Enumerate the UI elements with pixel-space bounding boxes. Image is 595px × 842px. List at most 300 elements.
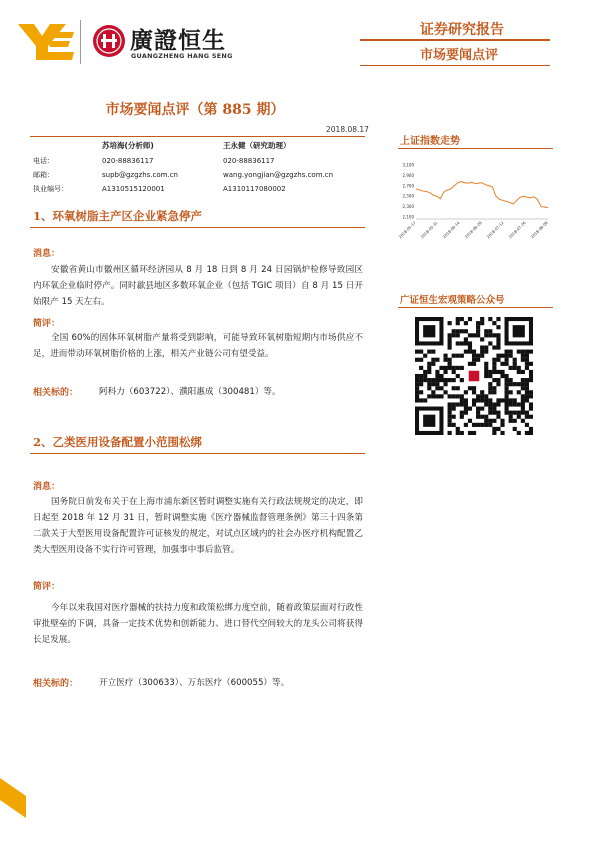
qr-center-logo [469,371,480,382]
section-2-news: 国务院日前发布关于在上海市浦东新区暂时调整实施有关行政法规规定的决定，即日起至 2018 年 12 月 31 日，暂时调整实施《医疗器械监督管理条例》第三十四条第二款关于大型医用设备配置许可证核发的规定，对试点区域内的社会办医疗机构配置乙类大型医用设备不实行许可管理，加强事中事后监管。 [33,497,363,555]
qr-module [509,402,513,406]
qr-module [513,382,517,386]
qr-module [496,402,500,406]
qr-module [468,362,472,366]
qr-module [480,390,484,394]
qr-module [496,427,500,431]
qr-module [484,402,488,406]
qr-module [460,329,464,333]
qr-module [513,411,517,415]
qr-module [509,350,513,354]
qr-module [480,354,484,358]
x-tick-label: 2018-06-28 [463,220,483,240]
qr-module [492,431,496,435]
qr-module [525,386,529,390]
qr-module [423,378,427,382]
qr-finder-inner [513,325,525,337]
qr-module [448,341,452,345]
company-seal-icon [92,24,126,58]
brand-name-cn: 廣證恒生 [130,27,226,54]
qr-module [525,398,529,402]
qr-module [435,382,439,386]
qr-module [472,386,476,390]
qr-module [513,366,517,370]
qr-module [488,382,492,386]
qr-module [448,362,452,366]
qr-module [525,423,529,427]
qr-module [529,362,533,366]
qr-module [509,366,513,370]
x-tick-label: 2018-05-17 [397,220,417,240]
qr-module [452,370,456,374]
qr-module [521,354,525,358]
qr-module [525,378,529,382]
qr-module [431,390,435,394]
report-type: 证券研究报告 [420,22,504,38]
qr-module [521,370,525,374]
qr-module [488,329,492,333]
qr-module [480,415,484,419]
qr-module [500,374,504,378]
qr-module [415,378,419,382]
contact-value[interactable]: wang.yongjian@gzgzhs.com.cn [223,171,334,179]
qr-module [484,374,488,378]
qr-module [468,386,472,390]
qr-module [480,407,484,411]
qr-module [505,382,509,386]
section-2-news-label: 消息： [33,482,61,492]
qr-module [456,317,460,321]
qr-module [476,411,480,415]
table-row [33,168,333,182]
qr-module [452,329,456,333]
section-1-related-label: 相关标的： [33,388,79,398]
qr-module [435,394,439,398]
qr-module [460,431,464,435]
qr-module [521,386,525,390]
section-2-rule [30,453,365,454]
qr-module [415,394,419,398]
qr-module [456,374,460,378]
qr-module [517,431,521,435]
qr-module [488,333,492,337]
qr-module [492,366,496,370]
qr-module [517,415,521,419]
qr-module [488,419,492,423]
qr-module [448,378,452,382]
qr-module [525,366,529,370]
qr-module [513,427,517,431]
qr-module [431,394,435,398]
qr-finder-inner [423,415,435,427]
qr-module [448,419,452,423]
qr-module [423,398,427,402]
title-rule [30,136,365,137]
qr-module [525,358,529,362]
qr-module [464,407,468,411]
qr-module [448,423,452,427]
qr-module [500,423,504,427]
qr-module [492,333,496,337]
qr-module [505,374,509,378]
qr-module [452,415,456,419]
qr-module [456,341,460,345]
qr-module [484,415,488,419]
qr-module [505,411,509,415]
qr-module [435,370,439,374]
qr-module [476,321,480,325]
qr-module [505,390,509,394]
y-tick-label: 2,500 [402,193,414,199]
qr-module [521,402,525,406]
qr-module [529,378,533,382]
qr-module [500,398,504,402]
qr-module [456,402,460,406]
qr-module [529,374,533,378]
qr-module [423,370,427,374]
qr-module [419,382,423,386]
qr-module [460,394,464,398]
qr-module [431,350,435,354]
qr-module [427,370,431,374]
qr-finder-inner [423,325,435,337]
qr-module [439,378,443,382]
qr-module [529,415,533,419]
analyst-name-2: 王永健（研究助理） [223,141,291,150]
qr-module [505,350,509,354]
qr-module [460,317,464,321]
qr-module [448,415,452,419]
qr-module [509,378,513,382]
qr-module [521,358,525,362]
qr-module [492,419,496,423]
qr-module [476,415,480,419]
qr-module [439,394,443,398]
qr-module [525,382,529,386]
qr-module [509,419,513,423]
qr-module [509,354,513,358]
qr-module [476,394,480,398]
qr-module [517,402,521,406]
qr-module [513,362,517,366]
qr-module [427,394,431,398]
qr-module [529,394,533,398]
qr-module [521,394,525,398]
qr-module [521,407,525,411]
qr-module [472,350,476,354]
qr-module [443,370,447,374]
qr-module [496,337,500,341]
qr-title: 广证恒生宏观策略公众号 [400,295,505,306]
qr-module [529,431,533,435]
qr-module [443,390,447,394]
qr-module [468,419,472,423]
qr-module [505,398,509,402]
qr-module [452,378,456,382]
section-1-related: 阿科力（603722）、濮阳惠成（300481）等。 [99,387,281,397]
qr-module [484,394,488,398]
qr-module [488,341,492,345]
qr-module [448,402,452,406]
qr-module [464,402,468,406]
section-1-news: 安徽省黄山市徽州区循环经济园从 8 月 18 日到 8 月 24 日园锅炉检修导致园区内环氧企业临时停产。同时歙县地区多数环氧企业（包括 TGIC 项目）自 8 月 15 日开始限产 15 天左右。 [33,265,363,307]
qr-module [488,390,492,394]
qr-module [496,411,500,415]
qr-module [456,321,460,325]
qr-module [464,411,468,415]
qr-module [492,402,496,406]
qr-module [505,362,509,366]
qr-code-icon[interactable] [415,317,533,435]
qr-module [505,354,509,358]
qr-module [529,407,533,411]
qr-module [488,374,492,378]
qr-module [472,390,476,394]
y-tick-label: 2,300 [402,204,414,210]
qr-module [468,345,472,349]
qr-module [492,386,496,390]
qr-module [492,390,496,394]
qr-module [448,333,452,337]
qr-module [456,333,460,337]
qr-module [517,370,521,374]
qr-module [480,350,484,354]
qr-module [443,354,447,358]
qr-module [472,398,476,402]
qr-module [427,382,431,386]
qr-module [500,431,504,435]
qr-module [468,350,472,354]
qr-module [464,341,468,345]
qr-module [456,354,460,358]
qr-module [525,362,529,366]
qr-module [484,345,488,349]
y-tick-label: 2,700 [402,183,414,189]
contact-value: A1310117080002 [223,185,286,193]
qr-module [460,415,464,419]
qr-module [448,411,452,415]
qr-module [500,362,504,366]
qr-module [468,317,472,321]
qr-module [505,358,509,362]
qr-module [443,366,447,370]
qr-module [419,390,423,394]
qr-module [505,407,509,411]
qr-module [496,354,500,358]
qr-module [488,402,492,406]
qr-module [448,407,452,411]
qr-module [525,431,529,435]
qr-module [472,402,476,406]
index-trend-chart [396,155,556,270]
qr-module [480,345,484,349]
qr-module [460,366,464,370]
qr-module [431,358,435,362]
qr-module [415,358,419,362]
qr-module [496,333,500,337]
qr-module [423,374,427,378]
qr-module [484,423,488,427]
qr-module [460,411,464,415]
qr-module [456,431,460,435]
qr-module [476,398,480,402]
qr-module [484,333,488,337]
qr-module [488,407,492,411]
qr-module [492,407,496,411]
qr-module [468,431,472,435]
series-line [416,182,548,208]
qr-module [443,382,447,386]
qr-module [448,337,452,341]
qr-module [476,358,480,362]
qr-module [472,362,476,366]
qr-module [525,411,529,415]
qr-module [488,423,492,427]
section-2-comment: 今年以来我国对医疗器械的扶持力度和政策松绑力度空前，随着政策层面对行政性审批壁垒的下调，具备一定技术优势和创新能力、进口替代空间较大的龙头公司将获得长足发展。 [33,603,363,645]
section-2-related: 开立医疗（300633）、万东医疗（600055）等。 [99,678,290,688]
qr-module [480,337,484,341]
qr-module [452,366,456,370]
qr-module [448,394,452,398]
contact-label: 执业编号： [33,185,68,193]
qr-module [488,398,492,402]
qr-module [468,333,472,337]
qr-module [521,378,525,382]
contact-value[interactable]: supb@gzgzhs.com.cn [102,171,178,179]
qr-module [452,386,456,390]
qr-module [464,390,468,394]
qr-module [427,386,431,390]
header-rule-top [360,39,550,41]
qr-module [415,390,419,394]
qr-module [509,390,513,394]
qr-module [509,415,513,419]
qr-module [484,362,488,366]
qr-module [513,398,517,402]
qr-module [496,370,500,374]
qr-module [419,350,423,354]
y-tick-label: 2,100 [402,214,414,220]
qr-module [529,350,533,354]
company-logo-mark [18,24,74,60]
qr-module [521,350,525,354]
qr-module [435,358,439,362]
qr-module [529,370,533,374]
qr-module [419,398,423,402]
qr-module [480,317,484,321]
chart-title: 上证指数走势 [400,136,460,147]
qr-module [492,345,496,349]
qr-module [480,321,484,325]
corner-decoration-icon [0,778,26,818]
y-tick-label: 2,900 [402,172,414,178]
qr-module [521,411,525,415]
qr-module [484,350,488,354]
qr-module [496,341,500,345]
qr-module [476,354,480,358]
qr-module [452,394,456,398]
qr-module [460,341,464,345]
qr-module [415,374,419,378]
qr-module [517,382,521,386]
qr-module [509,411,513,415]
qr-module [509,382,513,386]
qr-module [452,407,456,411]
qr-module [423,354,427,358]
x-tick-label: 2018-06-14 [441,220,461,240]
qr-module [476,407,480,411]
qr-module [496,398,500,402]
table-row [33,154,333,168]
report-date: 2018.08.17 [326,125,369,134]
qr-module [464,337,468,341]
qr-module [419,378,423,382]
qr-module [505,386,509,390]
qr-module [448,345,452,349]
qr-module [492,370,496,374]
section-1-rule [30,227,365,228]
qr-module [464,398,468,402]
qr-module [415,398,419,402]
qr-module [464,321,468,325]
qr-module [443,358,447,362]
qr-module [496,378,500,382]
qr-module [496,415,500,419]
qr-module [480,394,484,398]
qr-module [513,402,517,406]
qr-module [525,415,529,419]
qr-module [476,329,480,333]
qr-module [415,382,419,386]
qr-module [525,354,529,358]
qr-module [500,370,504,374]
section-2-title: 2、乙类医用设备配置小范围松绑 [33,435,202,449]
qr-module [460,398,464,402]
qr-module [476,325,480,329]
qr-module [509,398,513,402]
qr-module [496,345,500,349]
qr-module [521,398,525,402]
analyst-name-1: 苏培海(分析师) [102,141,154,150]
qr-module [448,321,452,325]
section-2-related-label: 相关标的： [33,679,79,689]
report-title: 市场要闻点评（第 885 期） [105,102,285,118]
qr-module [496,358,500,362]
qr-module [472,423,476,427]
qr-module [484,370,488,374]
x-tick-label: 2018-05-31 [419,220,439,240]
qr-module [480,398,484,402]
qr-module [435,386,439,390]
qr-module [525,390,529,394]
qr-title-rule [398,307,553,308]
qr-module [492,358,496,362]
qr-module [460,402,464,406]
qr-module [529,427,533,431]
qr-module [492,427,496,431]
qr-module [513,358,517,362]
qr-module [472,358,476,362]
qr-module [529,390,533,394]
qr-module [427,366,431,370]
qr-module [448,366,452,370]
qr-module [484,329,488,333]
qr-module [484,366,488,370]
qr-module [460,378,464,382]
qr-module [525,350,529,354]
qr-module [484,398,488,402]
qr-module [439,386,443,390]
